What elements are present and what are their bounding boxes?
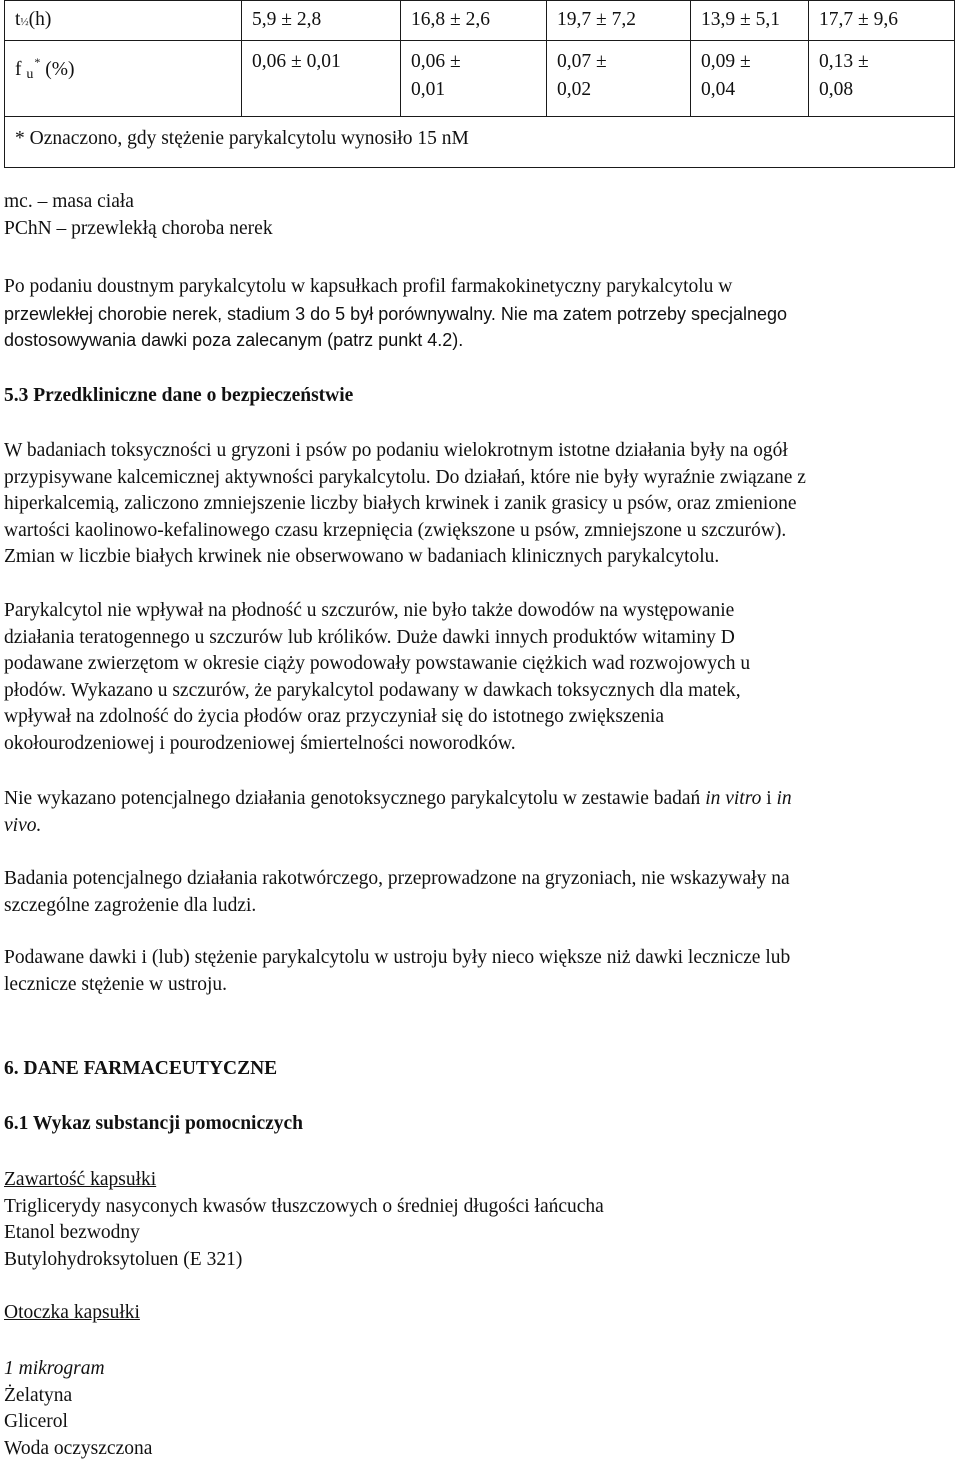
cell-line: 0,13 ± — [819, 51, 869, 72]
cell-line: 0,08 — [819, 79, 854, 100]
paragraph-line: wpływał na zdolność do życia płodów oraz przyczyniał się do istotnego zwiększenia — [4, 706, 665, 728]
label-subscript: ½ — [20, 16, 29, 28]
list-item: Glicerol — [4, 1411, 68, 1433]
capsule-strength-label: 1 mikrogram — [4, 1358, 105, 1379]
row-label-unbound-fraction — [5, 41, 242, 117]
label-symbol: f — [15, 59, 22, 80]
abbreviations-list — [4, 189, 956, 242]
paragraph-line: Parykalcytol nie wpływał na płodność u szczurów, nie było także dowodów na występowanie — [4, 600, 735, 621]
paragraph-line: Po podaniu doustnym parykalcytolu w kapsułkach profil farmakokinetyczny parykalcytolu w — [4, 276, 733, 297]
table-row-footnote — [5, 117, 955, 168]
paragraph-line: podawane zwierzętom w okresie ciąży powodowały powstawanie ciężkich wad rozwojowych u — [4, 653, 751, 675]
list-item: Etanol bezwodny — [4, 1222, 140, 1244]
row-label-half-life — [5, 1, 242, 41]
capsule-contents-title: Zawartość kapsułki — [4, 1169, 157, 1190]
label-unit: (%) — [45, 59, 75, 80]
section-heading-6-1: 6.1 Wykaz substancji pomocniczych — [4, 1113, 304, 1134]
paragraph-line: lecznicze stężenie w ustroju. — [4, 973, 228, 995]
list-item: Woda oczyszczona — [4, 1437, 153, 1459]
table-cell: 19,7 ± 7,2 — [547, 1, 691, 41]
table-cell — [809, 41, 955, 117]
paragraph-line: działania teratogennego u szczurów lub królików. Duże dawki innych produktów witaminy D — [4, 626, 735, 648]
paragraph-line: dostosowywania dawki poza zalecanym (patrz punkt 4.2). — [4, 330, 464, 351]
table-footnote: * Oznaczono, gdy stężenie parykalcytolu wynosiło 15 nM — [5, 117, 955, 168]
list-item: Butylohydroksytoluen (E 321) — [4, 1248, 243, 1270]
section-heading-5-3: 5.3 Przedkliniczne dane o bezpieczeństwie — [4, 385, 354, 406]
table-cell — [691, 41, 809, 117]
label-footnote-mark: * — [34, 55, 41, 69]
table-cell: 16,8 ± 2,6 — [401, 1, 547, 41]
cell-line: 0,04 — [701, 79, 736, 100]
oral-dosing-paragraph — [4, 274, 956, 354]
table-cell — [547, 41, 691, 117]
paragraph-line: hiperkalcemią, zaliczono zmniejszenie liczby białych krwinek i zanik grasicy u psów, oraz zmienione — [4, 493, 797, 515]
table-cell: 13,9 ± 5,1 — [691, 1, 809, 41]
label-subscript: u — [26, 67, 34, 82]
toxicity-paragraph — [4, 438, 956, 571]
paragraph-line: przewlekłej chorobie nerek, stadium 3 do 5 był porównywalny. Nie ma zatem potrzeby specjalnego — [4, 303, 788, 324]
label-unit: (h) — [28, 9, 52, 30]
fertility-paragraph — [4, 598, 956, 758]
paragraph-line: Badania potencjalnego działania rakotwórczego, przeprowadzone na gryzoniach, nie wskazywały na — [4, 868, 790, 889]
list-item: Triglicerydy nasyconych kwasów tłuszczowych o średniej długości łańcucha — [4, 1195, 604, 1217]
abbreviation-item: PChN – przewlekłą choroba nerek — [4, 217, 273, 239]
capsule-shell-title — [4, 1300, 956, 1327]
text-run: Nie wykazano potencjalnego działania genotoksycznego parykalcytolu w zestawie badań — [4, 788, 701, 809]
section-heading-6: 6. DANE FARMACEUTYCZNE — [4, 1058, 278, 1079]
paragraph-line: płodów. Wykazano u szczurów, że parykalcytol podawany w dawkach toksycznych dla matek, — [4, 679, 741, 701]
cell-line: 0,02 — [557, 79, 592, 100]
pharmacokinetics-table — [4, 0, 955, 168]
table-cell — [401, 41, 547, 117]
table-row-unbound-fraction — [5, 41, 955, 117]
genotoxicity-paragraph — [4, 786, 956, 839]
dosage-exposure-paragraph — [4, 945, 956, 998]
italic-term: in vitro — [705, 788, 762, 809]
paragraph-line — [4, 786, 956, 813]
list-item: Żelatyna — [4, 1384, 73, 1406]
cell-line: 0,07 ± — [557, 51, 607, 72]
text-run: i — [766, 788, 772, 809]
capsule-shell-title-text: Otoczka kapsułki — [4, 1302, 140, 1323]
cell-line: 0,09 ± — [701, 51, 751, 72]
cell-line: 0,01 — [411, 79, 446, 100]
table-cell: 17,7 ± 9,6 — [809, 1, 955, 41]
paragraph-line: wartości kaolinowo-kefalinowego czasu krzepnięcia (zwiększone u psów, zmniejszone u szczurów). — [4, 519, 787, 541]
cell-line: 0,06 ± 0,01 — [252, 51, 341, 72]
table-cell — [242, 41, 401, 117]
label-symbol: t — [15, 9, 21, 30]
paragraph-line: okołourodzeniowej i pourodzeniowej śmiertelności noworodków. — [4, 732, 516, 754]
abbreviation-item: mc. – masa ciała — [4, 191, 134, 212]
table-cell: 5,9 ± 2,8 — [242, 1, 401, 41]
paragraph-line: vivo. — [4, 814, 42, 836]
paragraph-line: Zmian w liczbie białych krwinek nie obserwowano w badaniach klinicznych parykalcytolu. — [4, 546, 720, 568]
capsule-contents-list — [4, 1167, 956, 1273]
paragraph-line: Podawane dawki i (lub) stężenie parykalcytolu w ustroju były nieco większe niż dawki lecznicze lub — [4, 947, 791, 968]
paragraph-line: przypisywane kalcemicznej aktywności parykalcytolu. Do działań, które nie były wyraźnie związane z — [4, 466, 806, 488]
carcinogenicity-paragraph — [4, 866, 956, 919]
cell-line: 0,06 ± — [411, 51, 461, 72]
paragraph-line: szczególne zagrożenie dla ludzi. — [4, 894, 257, 916]
capsule-shell-list — [4, 1356, 956, 1462]
paragraph-line: W badaniach toksyczności u gryzoni i psów po podaniu wielokrotnym istotne działania były na ogół — [4, 440, 788, 461]
italic-term: in — [776, 788, 792, 809]
table-row-half-life — [5, 1, 955, 41]
